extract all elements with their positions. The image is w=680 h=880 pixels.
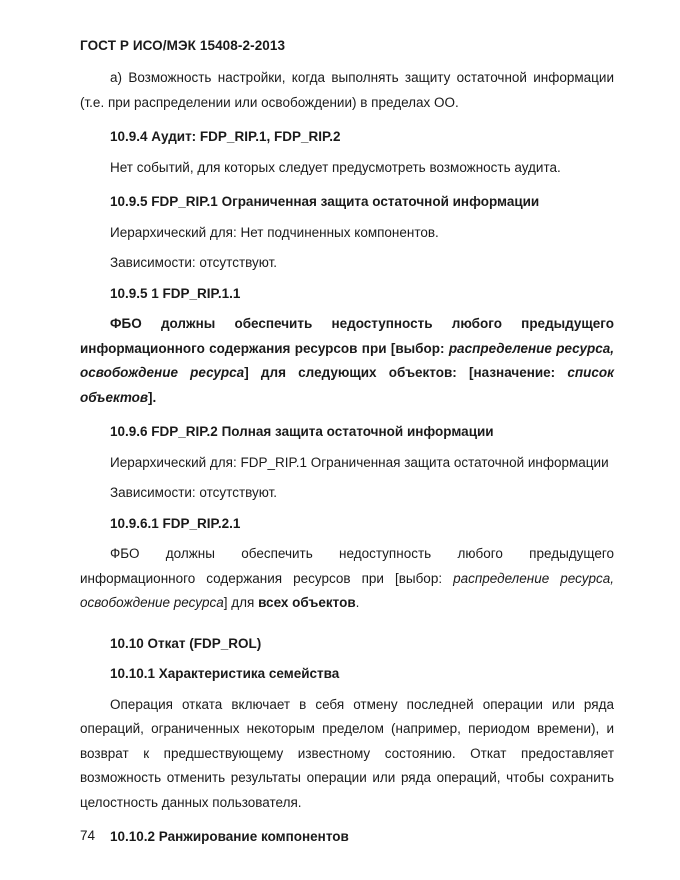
heading-10-9-4: 10.9.4 Аудит: FDP_RIP.1, FDP_RIP.2 bbox=[110, 129, 341, 144]
paragraph-no-audit-events: Нет событий, для которых следует предусмотреть возможность аудита. bbox=[110, 159, 561, 175]
heading-10-10: 10.10 Откат (FDP_ROL) bbox=[110, 635, 262, 651]
requirement-fdp-rip-1-1 bbox=[80, 312, 614, 410]
requirement2-text-2: ] для bbox=[223, 595, 259, 610]
requirement2-all-objects: всех объектов bbox=[258, 595, 356, 610]
heading-10-9-6-1: 10.9.6.1 FDP_RIP.2.1 bbox=[110, 515, 241, 531]
heading-10-9-5: 10.9.5 FDP_RIP.1 Ограниченная защита остаточной информации bbox=[110, 194, 540, 209]
paragraph-configuration: а) Возможность настройки, когда выполнять защиту остаточной информации (т.е. при распределении или освобождении) в пределах ОО. bbox=[80, 70, 614, 110]
heading-10-10-2: 10.10.2 Ранжирование компонентов bbox=[110, 829, 349, 844]
paragraph-dependencies-1: Зависимости: отсутствуют. bbox=[110, 255, 278, 270]
requirement-text-1: ФБО должны обеспечить недоступность любого предыдущего информационного содержания ресурсов при [выбор: bbox=[80, 316, 614, 356]
heading-10-9-5-1: 10.9.5 1 FDP_RIP.1.1 bbox=[110, 285, 241, 301]
requirement-selection-1: распределение ресурса, освобождение ресурса bbox=[80, 340, 614, 380]
paragraph-rollback-description: Операция отката включает в себя отмену последней операции или ряда операций, ограниченных некоторым пределом (например, периодом времени), и возврат к предшествующему известному состоянию. Откат предоставляет возможность отменить результаты операции или ряда операций, чтобы сохранить целостность данных пользователя. bbox=[80, 696, 614, 810]
requirement2-text-1: ФБО должны обеспечить недоступность любого предыдущего информационного содержания ресурсов при [выбор: bbox=[80, 546, 614, 586]
heading-10-9-6: 10.9.6 FDP_RIP.2 Полная защита остаточной информации bbox=[110, 424, 494, 439]
requirement-text-3: ]. bbox=[148, 389, 157, 405]
document-header: ГОСТ Р ИСО/МЭК 15408-2-2013 bbox=[80, 38, 286, 53]
requirement2-selection: распределение ресурса, освобождение ресурса bbox=[80, 570, 614, 610]
paragraph-hierarchical-2: Иерархический для: FDP_RIP.1 Ограниченная защита остаточной информации bbox=[110, 454, 609, 470]
requirement2-text-3: . bbox=[355, 595, 360, 610]
document-body bbox=[80, 66, 614, 850]
requirement-assignment: список объектов bbox=[80, 365, 614, 405]
requirement-fdp-rip-2-1 bbox=[80, 542, 614, 616]
requirement-text-2: ] для следующих объектов: [назначение: bbox=[244, 365, 568, 380]
heading-10-10-1: 10.10.1 Характеристика семейства bbox=[110, 666, 340, 681]
page-number: 74 bbox=[80, 828, 96, 843]
paragraph-hierarchical-1: Иерархический для: Нет подчиненных компонентов. bbox=[110, 224, 439, 240]
paragraph-dependencies-2: Зависимости: отсутствуют. bbox=[110, 485, 278, 500]
